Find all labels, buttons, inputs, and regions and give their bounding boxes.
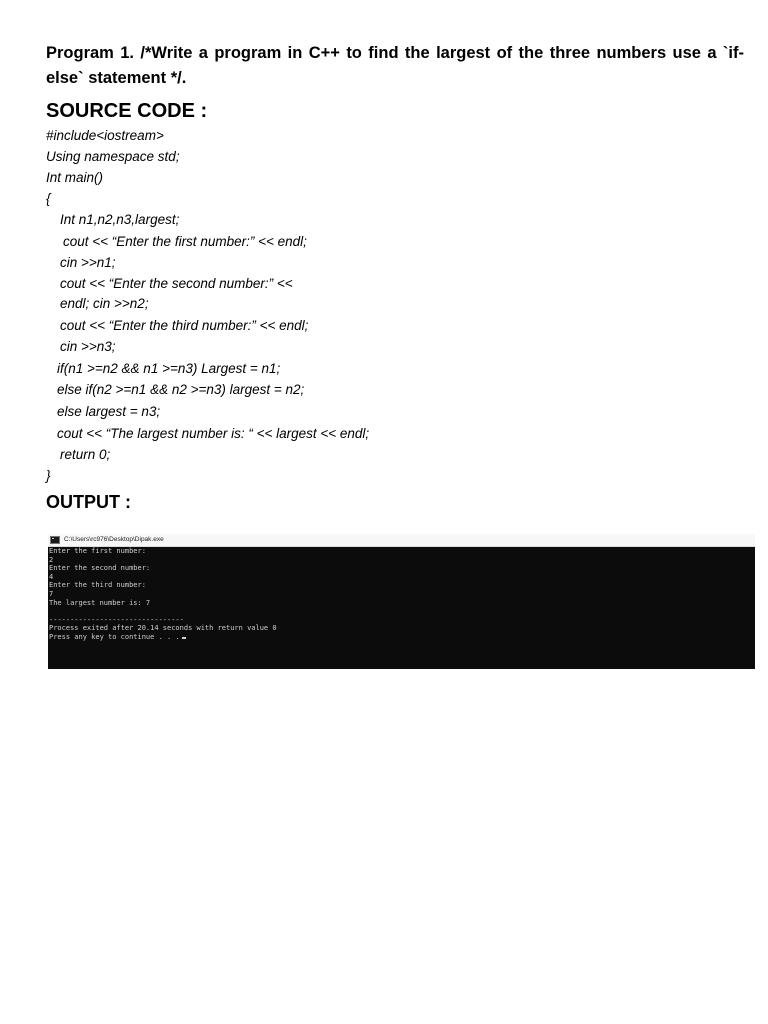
- console-app-icon: [50, 536, 60, 544]
- code-line: #include<iostream>: [46, 128, 164, 143]
- console-line: The largest number is: 7: [49, 598, 151, 607]
- code-line: Int main(): [46, 170, 104, 185]
- console-line: Enter the first number:: [49, 547, 146, 555]
- program-heading: Program 1. /*Write a program in C++ to find the largest of the three numbers use a `if-else` statement */.: [46, 44, 744, 87]
- code-line: Int n1,n2,n3,largest;: [60, 212, 180, 227]
- console-line: 2: [49, 555, 54, 564]
- code-line: else if(n2 >=n1 && n2 >=n3) largest = n2;: [57, 382, 305, 397]
- code-line: cout << “The largest number is: “ << largest << endl;: [57, 426, 370, 441]
- console-cursor: [182, 637, 186, 639]
- code-line: cin >>n3;: [60, 339, 116, 354]
- console-line: --------------------------------: [49, 615, 184, 624]
- code-line: return 0;: [60, 447, 111, 462]
- code-line: else largest = n3;: [57, 404, 161, 419]
- code-line: cout << “Enter the first number:” << endl;: [63, 234, 307, 249]
- code-line: }: [46, 468, 51, 483]
- code-line: {: [46, 191, 51, 206]
- output-title: OUTPUT :: [46, 492, 131, 512]
- code-line: cin >>n1;: [60, 255, 116, 270]
- console-output-screenshot: [48, 534, 755, 669]
- console-prompt-line: [49, 633, 755, 642]
- console-body: [48, 547, 755, 642]
- code-line: endl; cin >>n2;: [60, 296, 149, 311]
- console-line: [49, 607, 755, 616]
- console-titlebar: [48, 534, 755, 547]
- console-line: Enter the third number:: [49, 581, 146, 590]
- console-line: Press any key to continue . . .: [49, 632, 180, 641]
- source-code-title: SOURCE CODE :: [46, 100, 208, 122]
- console-line: 4: [49, 572, 54, 581]
- console-line: Process exited after 20.14 seconds with return value 0: [49, 624, 277, 633]
- code-line: Using namespace std;: [46, 149, 180, 164]
- code-line: cout << “Enter the third number:” << endl;: [60, 318, 309, 333]
- code-line: cout << “Enter the second number:” <<: [60, 276, 293, 291]
- console-window-title: C:\Users\rc976\Desktop\Dipak.exe: [64, 536, 164, 543]
- console-line: Enter the second number:: [49, 564, 151, 573]
- code-line: if(n1 >=n2 && n1 >=n3) Largest = n1;: [57, 361, 281, 376]
- console-line: 7: [49, 589, 54, 598]
